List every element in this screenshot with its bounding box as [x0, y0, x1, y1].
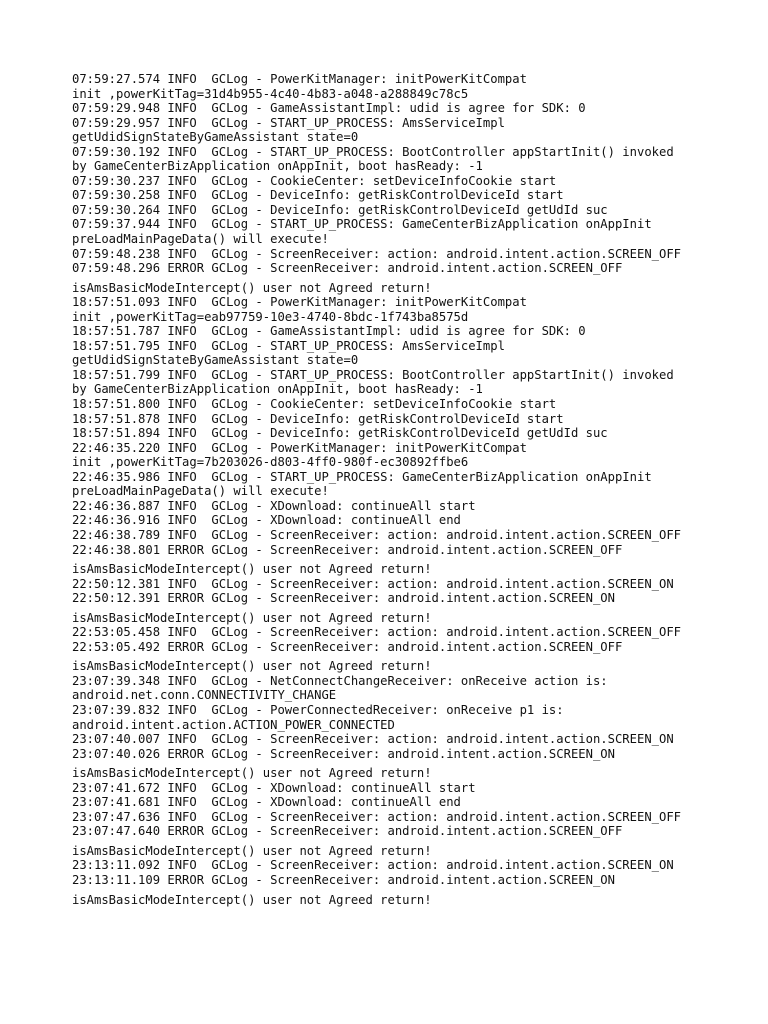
log-line: preLoadMainPageData() will execute!	[72, 232, 329, 247]
log-line: 23:13:11.092 INFO GCLog - ScreenReceiver: action: android.intent.action.SCREEN_ON	[72, 858, 674, 873]
log-line: isAmsBasicModeIntercept() user not Agreed return!	[72, 562, 432, 577]
log-line: 22:46:38.789 INFO GCLog - ScreenReceiver: action: android.intent.action.SCREEN_OFF	[72, 527, 682, 542]
log-line: 23:07:47.636 INFO GCLog - ScreenReceiver: action: android.intent.action.SCREEN_OFF	[72, 809, 682, 824]
log-line: preLoadMainPageData() will execute!	[72, 484, 329, 499]
log-line: by GameCenterBizApplication onAppInit, boot hasReady: -1	[72, 382, 483, 397]
log-line: isAmsBasicModeIntercept() user not Agreed return!	[72, 843, 432, 858]
log-line: 23:07:47.640 ERROR GCLog - ScreenReceiver: android.intent.action.SCREEN_OFF	[72, 824, 623, 839]
log-line: 22:53:05.458 INFO GCLog - ScreenReceiver: action: android.intent.action.SCREEN_OFF	[72, 625, 682, 640]
log-line: 22:53:05.492 ERROR GCLog - ScreenReceiver: android.intent.action.SCREEN_OFF	[72, 639, 623, 654]
log-line: 07:59:30.258 INFO GCLog - DeviceInfo: getRiskControlDeviceId start	[72, 188, 564, 203]
log-line: 18:57:51.799 INFO GCLog - START_UP_PROCESS: BootController appStartInit() invoked	[72, 367, 674, 382]
log-line: 07:59:27.574 INFO GCLog - PowerKitManager: initPowerKitCompat	[72, 72, 527, 86]
log-line: isAmsBasicModeIntercept() user not Agreed return!	[72, 610, 432, 625]
log-line: 18:57:51.795 INFO GCLog - START_UP_PROCESS: AmsServiceImpl	[72, 338, 505, 353]
log-line: 23:07:40.007 INFO GCLog - ScreenReceiver: action: android.intent.action.SCREEN_ON	[72, 732, 674, 747]
log-line: isAmsBasicModeIntercept() user not Agreed return!	[72, 280, 432, 295]
log-line: 22:46:38.801 ERROR GCLog - ScreenReceiver: android.intent.action.SCREEN_OFF	[72, 542, 623, 557]
log-line: 18:57:51.093 INFO GCLog - PowerKitManager: initPowerKitCompat	[72, 295, 527, 310]
log-line: 23:07:41.672 INFO GCLog - XDownload: continueAll start	[72, 780, 476, 795]
log-line: 18:57:51.787 INFO GCLog - GameAssistantImpl: udid is agree for SDK: 0	[72, 324, 586, 339]
log-line: 22:50:12.381 INFO GCLog - ScreenReceiver: action: android.intent.action.SCREEN_ON	[72, 576, 674, 591]
log-line: 07:59:37.944 INFO GCLog - START_UP_PROCESS: GameCenterBizApplication onAppInit	[72, 217, 652, 232]
log-line: isAmsBasicModeIntercept() user not Agreed return!	[72, 892, 432, 907]
log-line: 07:59:29.957 INFO GCLog - START_UP_PROCESS: AmsServiceImpl	[72, 115, 505, 130]
log-line: 07:59:48.238 INFO GCLog - ScreenReceiver: action: android.intent.action.SCREEN_OFF	[72, 246, 682, 261]
log-line: 23:07:41.681 INFO GCLog - XDownload: continueAll end	[72, 795, 461, 810]
log-line: by GameCenterBizApplication onAppInit, boot hasReady: -1	[72, 159, 483, 174]
log-line: 18:57:51.894 INFO GCLog - DeviceInfo: getRiskControlDeviceId getUdId suc	[72, 426, 608, 441]
log-line: getUdidSignStateByGameAssistant state=0	[72, 353, 359, 368]
log-line: 22:46:36.887 INFO GCLog - XDownload: continueAll start	[72, 498, 476, 513]
log-line: 07:59:30.237 INFO GCLog - CookieCenter: setDeviceInfoCookie start	[72, 173, 557, 188]
log-line: 22:46:35.220 INFO GCLog - PowerKitManager: initPowerKitCompat	[72, 440, 527, 455]
log-line: 07:59:29.948 INFO GCLog - GameAssistantImpl: udid is agree for SDK: 0	[72, 101, 586, 116]
log-line: android.intent.action.ACTION_POWER_CONNECTED	[72, 717, 395, 732]
log-line: init ,powerKitTag=31d4b955-4c40-4b83-a048-a288849c78c5	[72, 86, 469, 101]
log-line: 23:07:39.832 INFO GCLog - PowerConnectedReceiver: onReceive p1 is:	[72, 702, 564, 717]
log-line: init ,powerKitTag=eab97759-10e3-4740-8bdc-1f743ba8575d	[72, 309, 469, 324]
log-line: 07:59:30.264 INFO GCLog - DeviceInfo: getRiskControlDeviceId getUdId suc	[72, 202, 608, 217]
log-line: 07:59:48.296 ERROR GCLog - ScreenReceiver: android.intent.action.SCREEN_OFF	[72, 261, 623, 276]
log-line: isAmsBasicModeIntercept() user not Agreed return!	[72, 766, 432, 781]
log-line: init ,powerKitTag=7b203026-d803-4ff0-980f-ec30892ffbe6	[72, 455, 469, 470]
log-line: 18:57:51.800 INFO GCLog - CookieCenter: setDeviceInfoCookie start	[72, 397, 557, 412]
log-line: 23:07:40.026 ERROR GCLog - ScreenReceiver: android.intent.action.SCREEN_ON	[72, 746, 615, 761]
log-line: 22:50:12.391 ERROR GCLog - ScreenReceiver: android.intent.action.SCREEN_ON	[72, 591, 615, 606]
log-line: getUdidSignStateByGameAssistant state=0	[72, 130, 359, 145]
log-line: 07:59:30.192 INFO GCLog - START_UP_PROCESS: BootController appStartInit() invoked	[72, 144, 674, 159]
log-output	[72, 72, 752, 907]
log-line: android.net.conn.CONNECTIVITY_CHANGE	[72, 688, 337, 703]
log-line: isAmsBasicModeIntercept() user not Agreed return!	[72, 659, 432, 674]
log-line: 22:46:36.916 INFO GCLog - XDownload: continueAll end	[72, 513, 461, 528]
log-line: 18:57:51.878 INFO GCLog - DeviceInfo: getRiskControlDeviceId start	[72, 411, 564, 426]
log-line: 23:13:11.109 ERROR GCLog - ScreenReceiver: android.intent.action.SCREEN_ON	[72, 872, 615, 887]
log-line: 22:46:35.986 INFO GCLog - START_UP_PROCESS: GameCenterBizApplication onAppInit	[72, 469, 652, 484]
log-line: 23:07:39.348 INFO GCLog - NetConnectChangeReceiver: onReceive action is:	[72, 673, 608, 688]
